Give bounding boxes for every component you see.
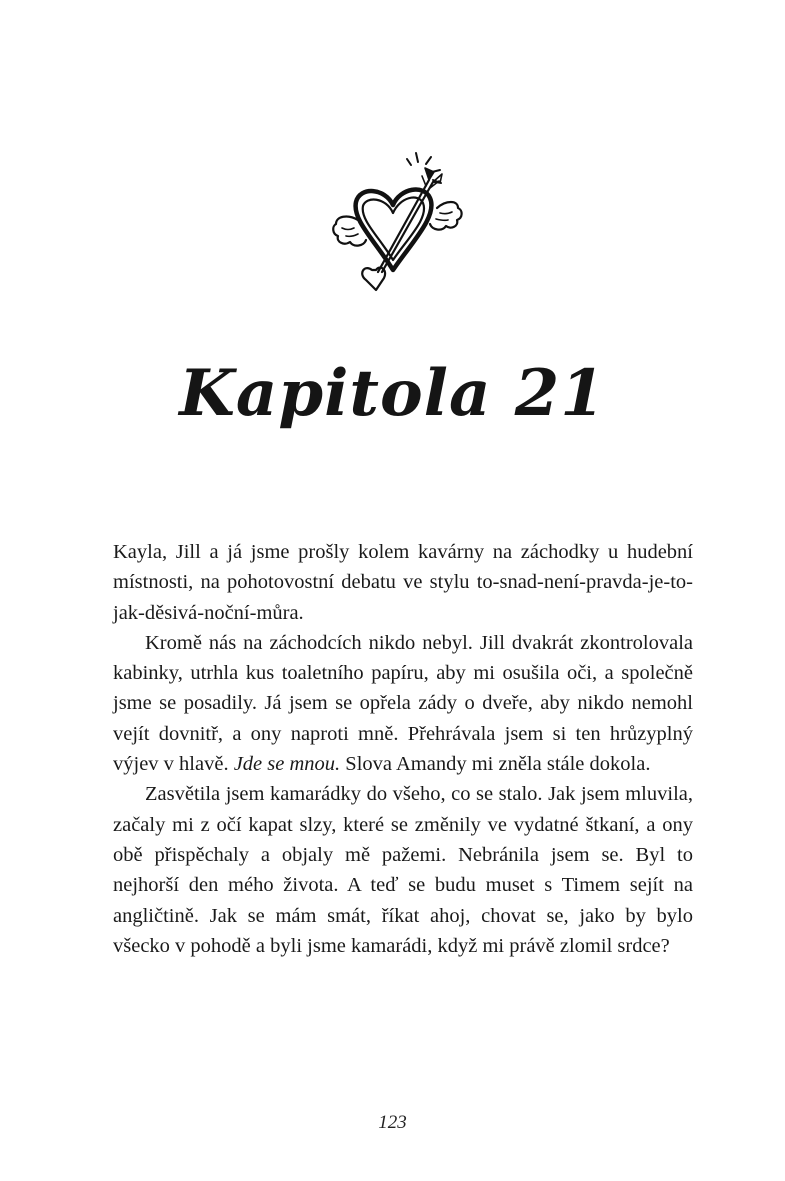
paragraph: Zasvětila jsem kamarádky do všeho, co se stalo. Jak jsem mluvila, začaly mi z očí kapat slzy, které se změnily ve vydatné štkaní, a ony obě přispěchaly a objaly mě pažemi. Nebránila jsem se. Byl to nejhorší den mého života. A teď se budu muset s Timem sejít na angličtině. Jak se mám smát, říkat ahoj, chovat se, jako by bylo všecko v pohodě a byli jsme kamarádi, když mi právě zlomil srdce?	[113, 783, 693, 957]
paragraph	[113, 628, 693, 779]
page-number: 123	[378, 1112, 407, 1133]
winged-heart-with-arrow-icon	[330, 150, 465, 300]
chapter-title: Kapitola 21	[179, 356, 606, 431]
paragraph: Kayla, Jill a já jsme prošly kolem kavárny na záchodky u hudební místnosti, na pohotovostní debatu ve stylu to-snad-není-pravda-je-to-jak-děsivá-noční-můra.	[113, 541, 693, 624]
italic-quote: Jde se mnou.	[233, 753, 341, 776]
chapter-body	[113, 537, 693, 961]
paragraph-text: Slova Amandy mi zněla stále dokola.	[340, 753, 651, 776]
paragraph-text: Kromě nás na záchodcích nikdo nebyl. Jill dvakrát zkontrolovala kabinky, utrhla kus toaletního papíru, aby mi osušila oči, a společně jsme se posadily. Já jsem se opřela zády o dveře, aby nikdo nemohl vejít dovnitř, a ony naproti mně. Přehrávala jsem si ten hrůzyplný výjev v hlavě.	[113, 631, 693, 776]
